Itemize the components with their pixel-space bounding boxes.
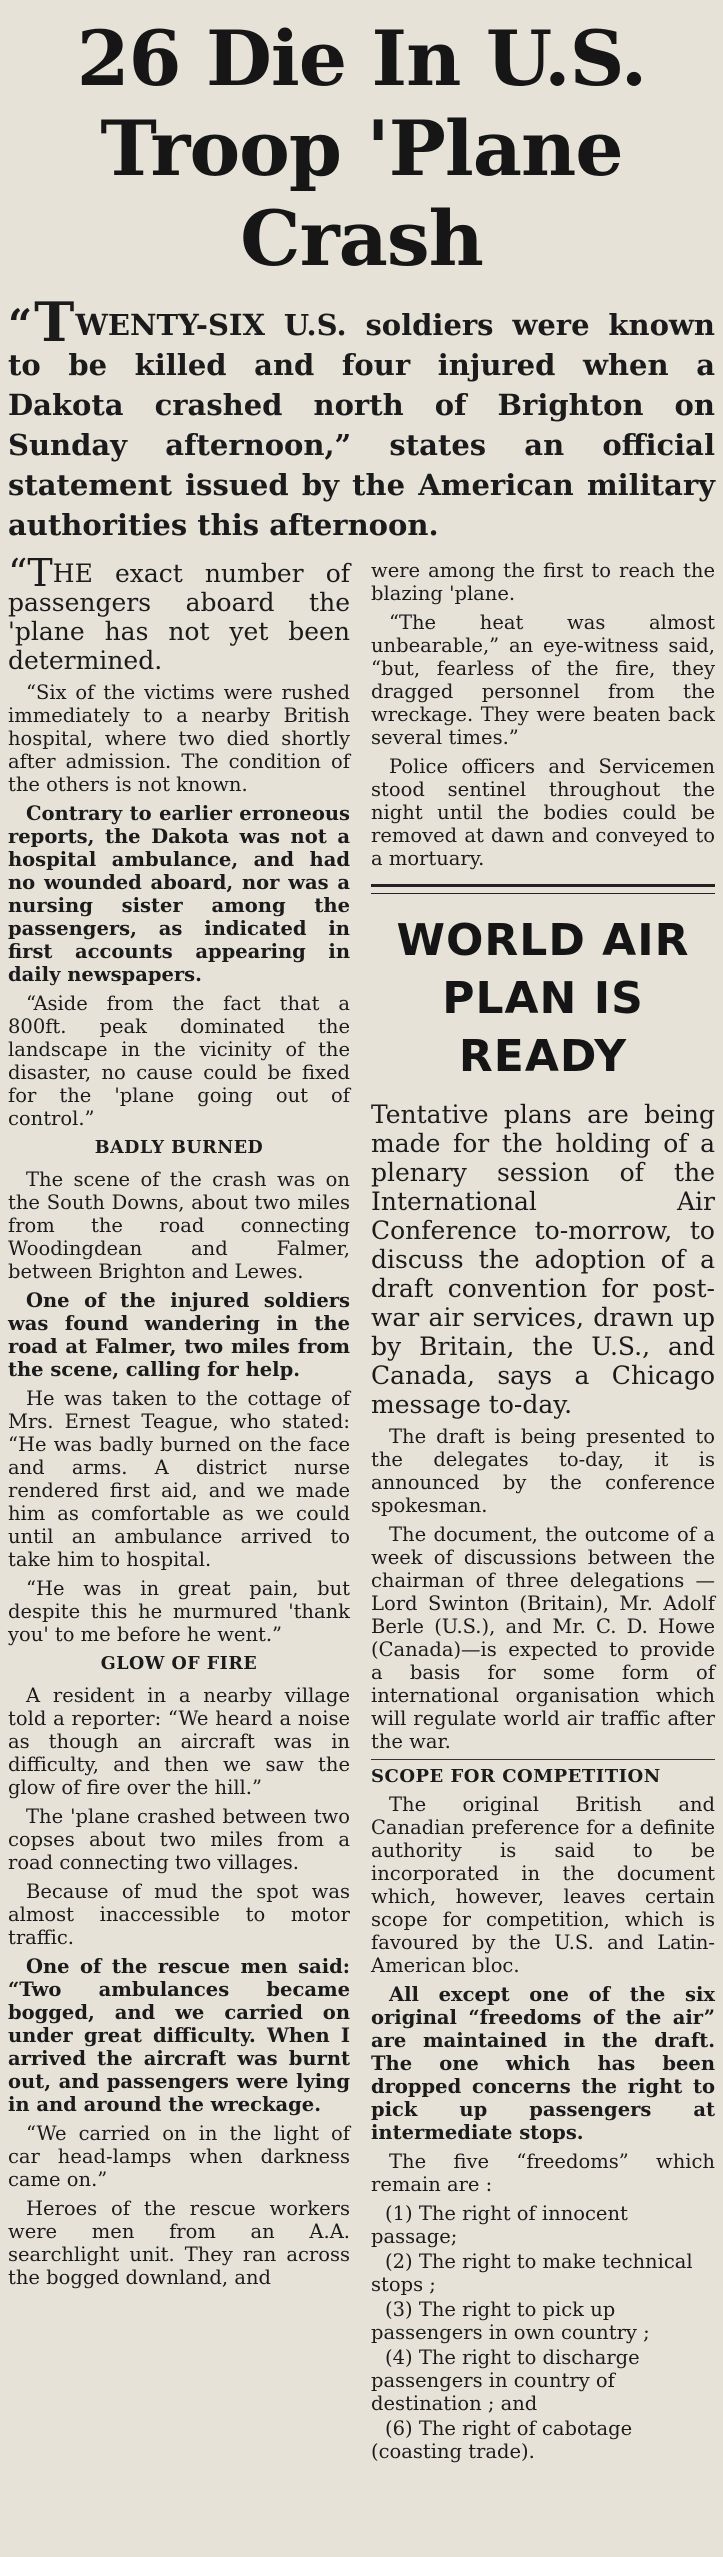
paragraph: The five “freedoms” which remain are : — [371, 2150, 715, 2196]
lead-drop-letter: T — [34, 290, 75, 354]
paragraph: “We carried on in the light of car head-lamps when darkness came on.” — [8, 2122, 350, 2191]
paragraph: “He was in great pain, but despite this he murmured 'thank you' to me before he went.” — [8, 1577, 350, 1646]
intro-paragraph: “THE exact number of passengers aboard the 'plane has not yet been determined. — [8, 551, 350, 675]
paragraph: A resident in a nearby village told a reporter: “We heard a noise as though an aircraft was in difficulty, and then we saw the glow of fire over the hill.” — [8, 1684, 350, 1799]
paragraph: Because of mud the spot was almost inaccessible to motor traffic. — [8, 1880, 350, 1949]
lead-text: WENTY-SIX U.S. soldiers were known to be killed and four injured when a Dakota crashed north of Brighton on Sunday afternoon,” states an official statement issued by the American military authorities this afternoon. — [8, 308, 715, 542]
list-item: (4) The right to discharge passengers in country of destination ; and — [371, 2346, 640, 2415]
list-item: (1) The right of innocent passage; — [371, 2202, 628, 2248]
paragraph: were among the first to reach the blazing 'plane. — [371, 559, 715, 605]
paragraph: The 'plane crashed between two copses about two miles from a road connecting two villages. — [8, 1805, 350, 1874]
paragraph: The scene of the crash was on the South Downs, about two miles from the road connecting Woodingdean and Falmer, between Brighton and Lewes. — [8, 1168, 350, 1283]
subheading-glow-of-fire: GLOW OF FIRE — [100, 1654, 258, 1674]
section-divider-thin — [371, 893, 715, 894]
paragraph: “Aside from the fact that a 800ft. peak dominated the landscape in the vicinity of the disaster, no cause could be fixed for the 'plane going out of control.” — [8, 992, 350, 1130]
paragraph: Heroes of the rescue workers were men from an A.A. searchlight unit. They ran across the bogged downland, and — [8, 2197, 350, 2289]
secondary-headline-line-1: WORLD AIR — [396, 915, 690, 966]
main-headline — [8, 14, 715, 284]
paragraph: The draft is being presented to the delegates to-day, it is announced by the conference spokesman. — [371, 1425, 715, 1517]
paragraph: “The heat was almost unbearable,” an eye-witness said, “but, fearless of the fire, they dragged personnel from the wreckage. They were beaten back several times.” — [371, 611, 715, 749]
article-columns — [8, 551, 715, 2465]
subheading-scope-for-competition: SCOPE FOR COMPETITION — [371, 1759, 715, 1787]
lead-quote-mark: “ — [8, 300, 29, 349]
headline-line-2: Troop 'Plane — [100, 104, 623, 193]
freedoms-list — [371, 2202, 715, 2463]
paragraph-bold: One of the rescue men said: “Two ambulances became bogged, and we carried on under great difficulty. When I arrived the aircraft was burnt out, and passengers were lying in and around the wreckage. — [8, 1955, 350, 2116]
secondary-headline — [371, 912, 715, 1086]
paragraph-bold: All except one of the six original “freedoms of the air” are maintained in the draft. The one which has been dropped concerns the right to pick up passengers at intermediate stops. — [371, 1983, 715, 2144]
list-item: (2) The right to make technical stops ; — [371, 2250, 693, 2296]
subheading-badly-burned: BADLY BURNED — [94, 1138, 264, 1158]
list-item: (3) The right to pick up passengers in own country ; — [371, 2298, 650, 2344]
headline-line-1: 26 Die In U.S. — [76, 14, 647, 103]
paragraph: The document, the outcome of a week of discussions between the chairman of three delegations — Lord Swinton (Britain), Mr. Adolf Berle (U.S.), and Mr. C. D. Howe (Canada)—is expected to provide a basis for some form of international organisation which will regulate world air traffic after the war. — [371, 1523, 715, 1753]
right-column — [371, 559, 715, 2465]
world-air-lead: Tentative plans are being made for the holding of a plenary session of the International Air Conference to-morrow, to discuss the adoption of a draft convention for post-war air services, drawn up by Britain, the U.S., and Canada, says a Chicago message to-day. — [371, 1100, 715, 1419]
left-column — [8, 551, 350, 2465]
paragraph: “Six of the victims were rushed immediately to a nearby British hospital, where two died shortly after admission. The condition of the others is not known. — [8, 681, 350, 796]
headline-line-3: Crash — [240, 194, 483, 283]
list-item: (6) The right of cabotage (coasting trade). — [371, 2417, 633, 2463]
paragraph: He was taken to the cottage of Mrs. Ernest Teague, who stated: “He was badly burned on the face and arms. A district nurse rendered first aid, and we made him as comfortable as we could until an ambulance arrived to take him to hospital. — [8, 1387, 350, 1571]
paragraph-bold: One of the injured soldiers was found wandering in the road at Falmer, two miles from the scene, calling for help. — [8, 1289, 350, 1381]
lead-paragraph — [8, 290, 715, 545]
intro-drop-cap: “T — [8, 551, 53, 595]
paragraph-bold: Contrary to earlier erroneous reports, the Dakota was not a hospital ambulance, and had no wounded aboard, nor was a nursing sister among the passengers, as indicated in first accounts appearing in daily newspapers. — [8, 802, 350, 986]
secondary-headline-line-3: READY — [458, 1031, 628, 1082]
section-divider — [371, 884, 715, 887]
paragraph: Police officers and Servicemen stood sentinel throughout the night until the bodies could be removed at dawn and conveyed to a mortuary. — [371, 755, 715, 870]
paragraph: The original British and Canadian preference for a definite authority is said to be incorporated in the document which, however, leaves certain scope for competition, which is favoured by the U.S. and Latin-American bloc. — [371, 1793, 715, 1977]
secondary-headline-line-2: PLAN IS — [442, 973, 644, 1024]
